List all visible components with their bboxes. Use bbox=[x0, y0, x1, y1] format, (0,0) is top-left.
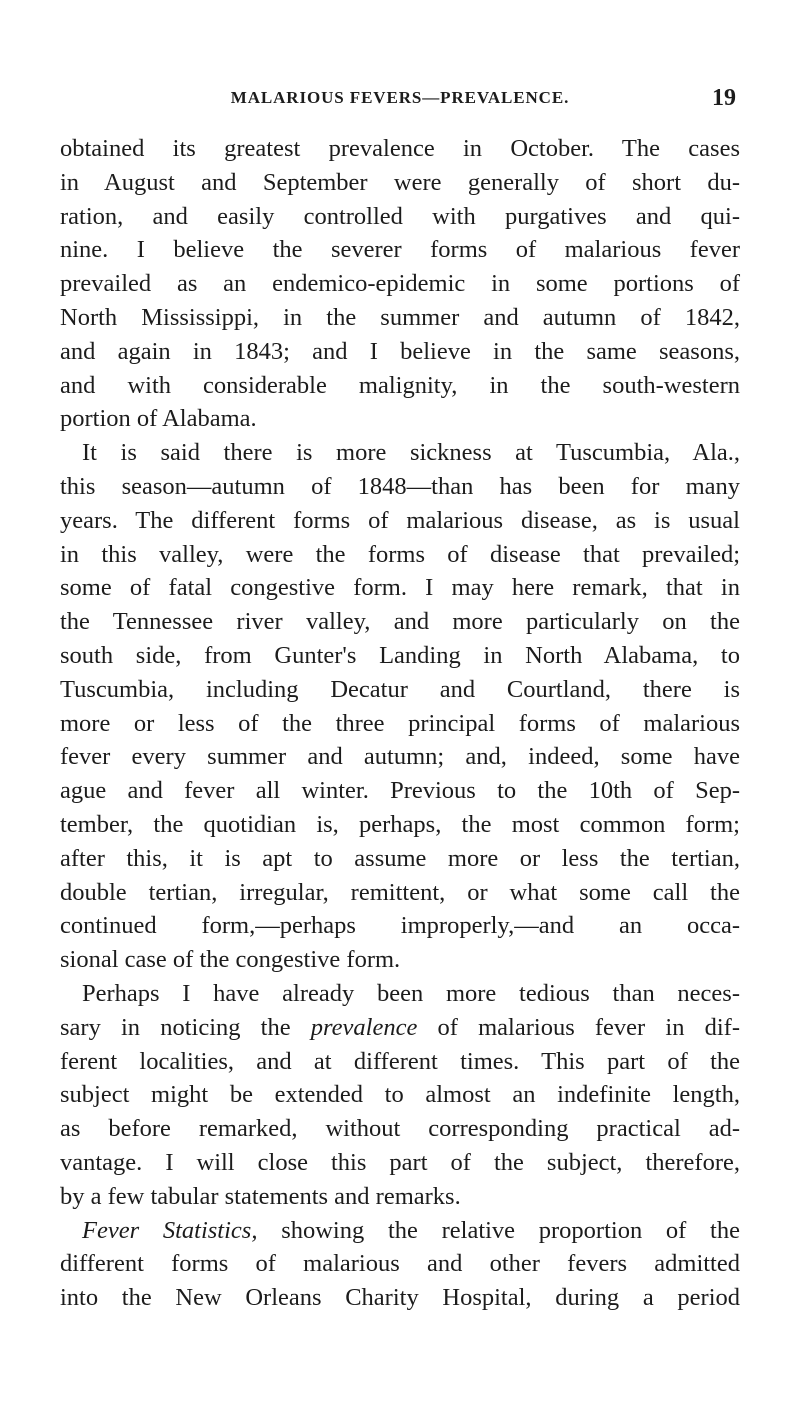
text-line: Tuscumbia, including Decatur and Courtland, there is bbox=[60, 675, 740, 703]
text-line: years. The different forms of malarious disease, as is usual bbox=[60, 506, 740, 534]
text-line bbox=[60, 1214, 740, 1248]
running-title: MALARIOUS FEVERS—PREVALENCE. bbox=[230, 88, 570, 107]
text-line: as before remarked, without corresponding practical ad- bbox=[60, 1115, 740, 1143]
text-line: fever every summer and autumn; and, indeed, some have bbox=[60, 743, 740, 771]
page-number: 19 bbox=[712, 85, 736, 111]
text-line: It is said there is more sickness at Tuscumbia, Ala., bbox=[82, 439, 740, 467]
text-line: prevailed as an endemico-epidemic in some portions of bbox=[60, 270, 740, 298]
text-line: more or less of the three principal forms of malarious bbox=[60, 709, 740, 737]
text-line: Perhaps I have already been more tedious than neces- bbox=[82, 979, 740, 1007]
text-line: portion of Alabama. bbox=[60, 405, 257, 433]
book-page bbox=[60, 85, 740, 1315]
text-line: subject might be extended to almost an indefinite length, bbox=[60, 1081, 740, 1109]
text-line: ration, and easily controlled with purgatives and qui- bbox=[60, 202, 740, 230]
text-line: tember, the quotidian is, perhaps, the most common form; bbox=[60, 810, 740, 838]
text-line: different forms of malarious and other fevers admitted bbox=[60, 1250, 740, 1278]
text-line: into the New Orleans Charity Hospital, during a period bbox=[60, 1284, 740, 1312]
text-line: some of fatal congestive form. I may here remark, that in bbox=[60, 574, 740, 602]
text-line: nine. I believe the severer forms of malarious fever bbox=[60, 236, 740, 264]
text-segment: of malarious fever in dif- bbox=[437, 1013, 740, 1041]
text-line: ferent localities, and at different times. This part of the bbox=[60, 1047, 740, 1075]
text-line: obtained its greatest prevalence in October. The cases bbox=[60, 135, 740, 162]
text-segment: sary in noticing the bbox=[60, 1013, 291, 1041]
text-line: by a few tabular statements and remarks. bbox=[60, 1182, 461, 1210]
paragraph bbox=[60, 132, 740, 436]
text-line: sional case of the congestive form. bbox=[60, 946, 401, 974]
text-line: in this valley, were the forms of disease that prevailed; bbox=[60, 540, 740, 568]
text-line bbox=[60, 1011, 740, 1045]
emphasis-fever-statistics: Fever Statistics, bbox=[82, 1216, 258, 1244]
text-line: after this, it is apt to assume more or less the tertian, bbox=[60, 844, 740, 872]
text-line: the Tennessee river valley, and more particularly on the bbox=[60, 608, 740, 636]
paragraph bbox=[60, 436, 740, 977]
text-line: vantage. I will close this part of the subject, therefore, bbox=[60, 1148, 740, 1176]
paragraph bbox=[60, 1214, 740, 1315]
text-line: and again in 1843; and I believe in the same seasons, bbox=[60, 337, 740, 365]
text-line: this season—autumn of 1848—than has been for many bbox=[60, 472, 740, 500]
text-line: North Mississippi, in the summer and autumn of 1842, bbox=[60, 303, 740, 331]
text-line: south side, from Gunter's Landing in North Alabama, to bbox=[60, 641, 740, 669]
text-line: ague and fever all winter. Previous to the 10th of Sep- bbox=[60, 777, 740, 805]
running-head bbox=[60, 85, 740, 118]
text-line: and with considerable malignity, in the south-western bbox=[60, 371, 740, 399]
emphasis-prevalence: prevalence bbox=[310, 1013, 418, 1041]
text-line: in August and September were generally of short du- bbox=[60, 168, 740, 196]
text-segment: showing the relative proportion of the bbox=[281, 1216, 740, 1244]
text-line: double tertian, irregular, remittent, or what some call the bbox=[60, 878, 740, 906]
text-line: continued form,—perhaps improperly,—and an occa- bbox=[60, 912, 740, 940]
paragraph bbox=[60, 977, 740, 1214]
